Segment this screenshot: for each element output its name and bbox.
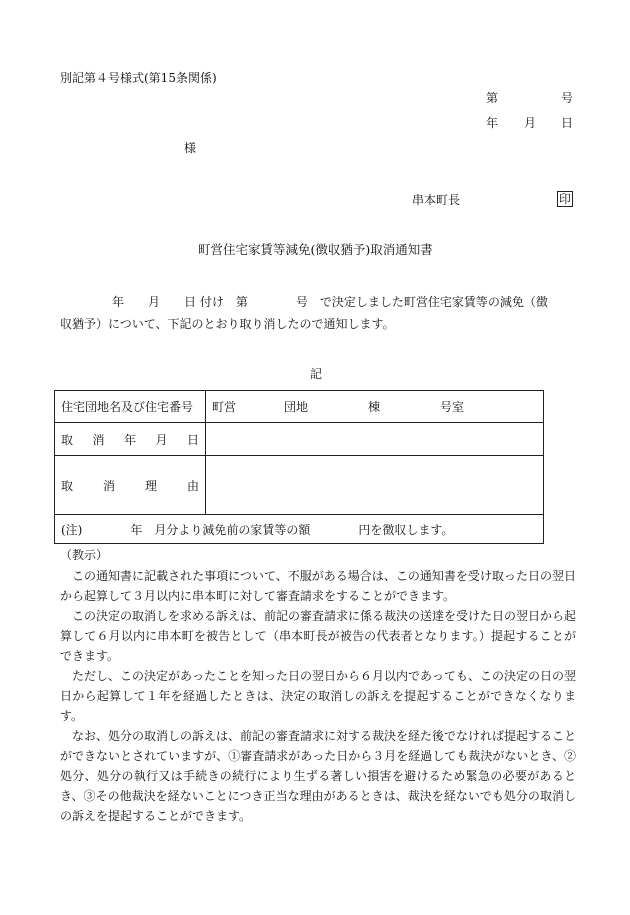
- label-char: 由: [186, 478, 199, 493]
- label-char: 消: [102, 478, 115, 493]
- instruction-paragraph: この通知書に記載された事項について、不服がある場合は、この通知書を受け取った日の翌日から起算して３月以内に串本町に対して審査請求をすることができます。: [60, 569, 576, 603]
- cancel-reason-value: [206, 456, 544, 515]
- number-prefix: 第: [486, 91, 499, 105]
- label-char: 月: [155, 432, 168, 447]
- body-line-2: 収猶予）について、下記のとおり取り消したので通知します。: [60, 317, 395, 331]
- label-char: 年: [123, 432, 136, 447]
- instruction-heading: （教示）: [60, 548, 109, 562]
- instruction-paragraph: この決定の取消しを求める訴えは、前記の審査請求に係る裁決の送達を受けた日の翌日から起算して６月以内に串本町を被告として（串本町長が被告の代表者となります。）提起することができます。: [60, 609, 577, 663]
- label-char: 消: [92, 432, 105, 447]
- housing-value: 町営 団地 棟 号室: [206, 391, 544, 423]
- form-reference: 別記第４号様式(第15条関係): [60, 71, 217, 85]
- issuer-name: 串本町長: [412, 193, 461, 207]
- record-heading: 記: [310, 367, 323, 381]
- label-char: 取: [61, 478, 74, 493]
- date-year: 年: [486, 116, 499, 130]
- table-row: [55, 391, 544, 423]
- label-char: 理: [144, 478, 157, 493]
- addressee-honorific: 様: [184, 141, 197, 155]
- table-row: [55, 423, 544, 456]
- table-row: [55, 456, 544, 515]
- date-month: 月: [524, 116, 537, 130]
- label-char: 日: [186, 432, 199, 447]
- instruction-paragraph: ただし、この決定があったことを知った日の翌日から６月以内であっても、この決定の日の翌日から起算して１年を経過したときは、決定の取消しの訴えを提起することができなくなります。: [60, 669, 576, 723]
- body-line-1: 年 月 日 付け 第 号 で決定しました町営住宅家賃等の減免（徴: [112, 295, 548, 309]
- cancel-date-label: [55, 423, 206, 456]
- label-char: 取: [61, 432, 74, 447]
- note-cell: (注) 年 月分より減免前の家賃等の額 円を徴収します。: [55, 515, 544, 544]
- record-table: [54, 390, 544, 544]
- cancel-date-value: [206, 423, 544, 456]
- instruction-body: [60, 566, 576, 826]
- document-title: 町営住宅家賃等減免(徴収猶予)取消通知書: [198, 242, 433, 257]
- number-suffix: 号: [561, 91, 574, 105]
- seal-mark: 印: [559, 192, 572, 206]
- housing-label: 住宅団地名及び住宅番号: [55, 391, 206, 423]
- table-row: [55, 515, 544, 544]
- date-day: 日: [561, 116, 574, 130]
- instruction-paragraph: なお、処分の取消しの訴えは、前記の審査請求に対する裁決を経た後でなければ提起することができないとされていますが、①審査請求があった日から３月を経過しても裁決がないとき、②処分、処分の執行又は手続きの続行により生ずる著しい損害を避けるため緊急の必要があるとき、③その他裁決を経ないことにつき正当な理由があるときは、裁決を経ないでも処分の取消しの訴えを提起することができます。: [60, 729, 577, 823]
- cancel-reason-label: [55, 456, 206, 515]
